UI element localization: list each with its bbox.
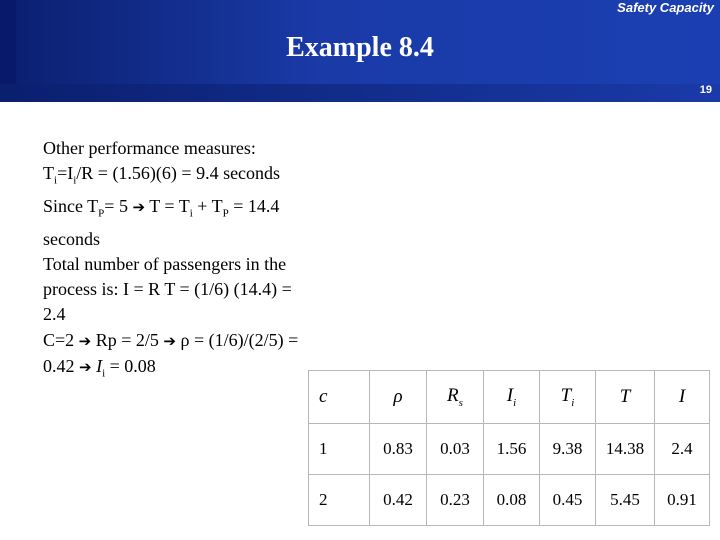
col-header-rs: $R_s$ — [427, 371, 484, 424]
right-arrow-icon: ➔ — [79, 357, 92, 376]
slide-title: Example 8.4 — [286, 32, 434, 63]
results-table — [308, 370, 710, 526]
table-cell: 0.23 — [427, 475, 484, 526]
table-cell: 1.56 — [484, 424, 540, 475]
table-cell: 2.4 — [655, 424, 710, 475]
table-cell: 9.38 — [540, 424, 596, 475]
body-line: process is: I = R T = (1/6) (14.4) = — [43, 279, 292, 300]
header-rule — [0, 84, 720, 102]
body-line: 2.4 — [43, 304, 66, 325]
body-line: Total number of passengers in the — [43, 254, 287, 274]
body-line: 0.42 ➔ $I_i = 0.08$ — [43, 355, 156, 380]
table-cell: 0.45 — [540, 475, 596, 526]
table-row — [309, 424, 710, 475]
right-arrow-icon: ➔ — [163, 331, 176, 350]
table-cell: 5.45 — [596, 475, 655, 526]
col-header-rho: ρ — [370, 371, 427, 424]
body-line: Other performance measures: — [43, 138, 256, 158]
table-cell: 1 — [309, 424, 370, 475]
col-header-t: T — [596, 371, 655, 424]
table-cell: 2 — [309, 475, 370, 526]
table-cell: 0.08 — [484, 475, 540, 526]
table-header-row — [309, 371, 710, 424]
right-arrow-icon: ➔ — [78, 331, 92, 350]
slide-body — [43, 136, 353, 387]
right-arrow-icon: ➔ — [132, 198, 146, 216]
col-header-c: c — [309, 371, 370, 424]
table-row — [309, 475, 710, 526]
table-cell: 0.42 — [370, 475, 427, 526]
slide-header — [0, 0, 720, 84]
table-cell: 0.83 — [370, 424, 427, 475]
page-number: 19 — [699, 84, 712, 96]
body-line: $T_i=I_i/R = (1.56)(6) = 9.4$ seconds — [43, 163, 281, 187]
body-line: Since $T_P= 5$ ➔ $T = T_i + T_P = 14.4$ — [43, 196, 280, 220]
table-cell: 0.03 — [427, 424, 484, 475]
col-header-i: I — [655, 371, 710, 424]
slide-subtitle: Safety Capacity — [617, 0, 714, 15]
col-header-ii: $I_i$ — [484, 371, 540, 424]
body-line: seconds — [43, 228, 100, 249]
col-header-ti: $T_i$ — [540, 371, 596, 424]
body-line: C=2 ➔ Rp = 2/5 ➔ ρ = (1/6)/(2/5) = — [43, 329, 299, 350]
table-cell: 14.38 — [596, 424, 655, 475]
table-cell: 0.91 — [655, 475, 710, 526]
